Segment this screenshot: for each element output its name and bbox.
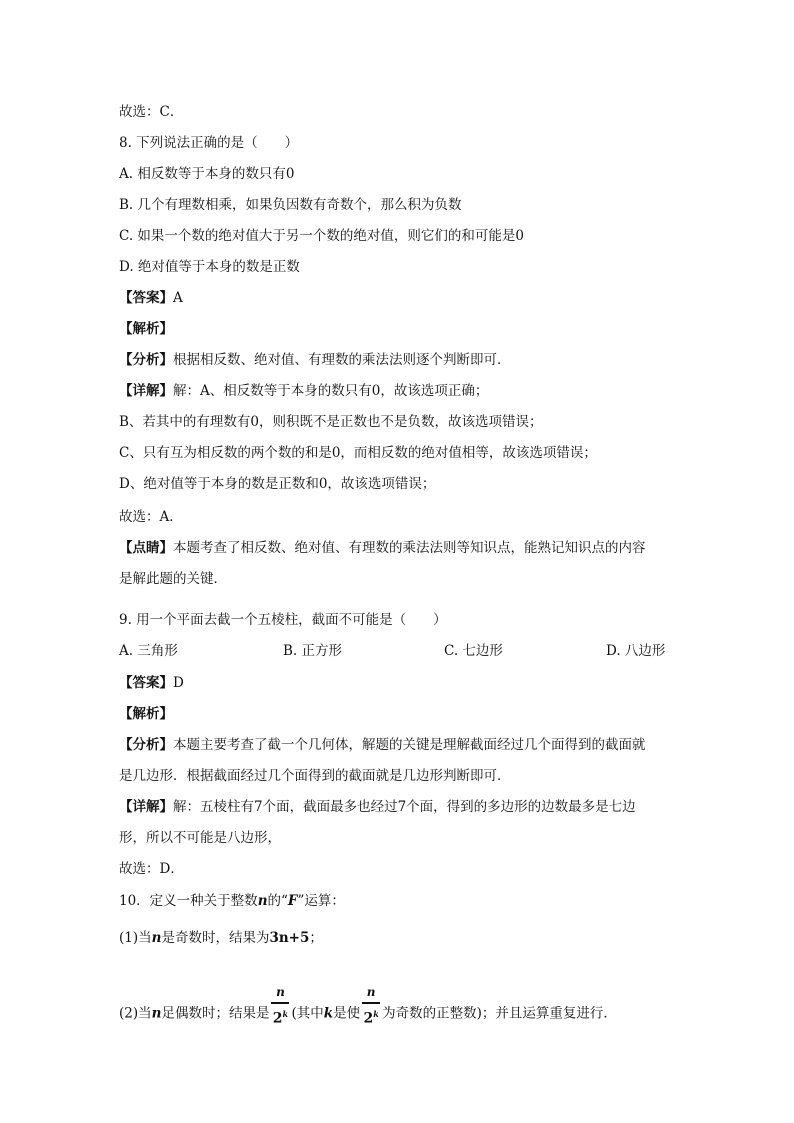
fraction — [271, 985, 289, 1027]
text-line: 是解此题的关键． — [119, 571, 227, 587]
exponent: k — [282, 1009, 289, 1019]
math-expression: 3n+5 — [269, 930, 310, 946]
rule-1 — [119, 928, 323, 948]
math-n: n — [151, 1005, 162, 1022]
option-c: C. 七边形 — [444, 643, 503, 659]
detail-text: 解：A、相反数等于本身的数只有0，故该选项正确； — [173, 383, 489, 399]
math-k: k — [323, 1005, 334, 1022]
fraction-numerator: n — [276, 985, 285, 999]
analysis-text: 根据相反数、绝对值、有理数的乘法法则逐个判断即可． — [173, 352, 511, 368]
text-line: 故选：D． — [119, 861, 184, 877]
answer-line — [119, 288, 183, 308]
text-line: 故选：A． — [119, 509, 183, 525]
answer-tag: 【答案】 — [119, 290, 173, 306]
analysis-line — [119, 350, 511, 370]
text-segment: 足偶数时；结果是 — [161, 1005, 270, 1022]
question-9: 9. 用一个平面去截一个五棱柱，截面不可能是（ ） — [119, 612, 447, 628]
fraction-denominator — [362, 1005, 380, 1028]
text-segment: 为奇数的正整数)；并且运算重复进行． — [382, 1005, 617, 1022]
question-10 — [119, 891, 345, 911]
detail-text: 解：五棱柱有7个面，截面最多也经过7个面，得到的多边形的边数最多是七边 — [173, 799, 636, 815]
option-d: D. 八边形 — [606, 643, 666, 659]
text-line: 故选：C． — [119, 104, 184, 120]
fraction — [362, 985, 380, 1027]
text-segment: (其中 — [291, 1005, 324, 1022]
fraction-bar — [271, 1002, 289, 1004]
option-d: D. 绝对值等于本身的数是正数 — [119, 259, 300, 275]
answer-value: D — [173, 675, 184, 691]
question-8: 8. 下列说法正确的是（ ） — [119, 135, 299, 151]
analysis-sub-tag: 【分析】 — [119, 737, 173, 753]
text-segment: ”运算： — [297, 893, 345, 909]
answer-value: A — [173, 290, 183, 306]
base: 2 — [272, 1010, 283, 1027]
text-line: D、绝对值等于本身的数是正数和0，故该选项错误； — [119, 476, 436, 492]
text-segment: (2)当 — [119, 1005, 152, 1022]
text-segment: 是奇数时，结果为 — [161, 930, 270, 946]
detail-tag: 【详解】 — [119, 799, 173, 815]
option-a: A. 三角形 — [119, 643, 178, 659]
comment-line — [119, 538, 646, 558]
base: 2 — [363, 1010, 374, 1027]
text-segment: 10．定义一种关于整数 — [119, 893, 258, 909]
text-line: 是几边形．根据截面经过几个面得到的截面就是几边形判断即可． — [119, 768, 511, 784]
math-f: F — [287, 893, 298, 909]
fraction-denominator — [271, 1005, 289, 1028]
text-segment: 的“ — [267, 893, 288, 909]
option-c: C. 如果一个数的绝对值大于另一个数的绝对值，则它们的和可能是0 — [119, 228, 525, 244]
analysis-tag: 【解析】 — [119, 706, 173, 722]
analysis-tag: 【解析】 — [119, 321, 173, 337]
text-segment: 是使 — [333, 1005, 361, 1022]
rule-2 — [119, 985, 617, 1035]
fraction-bar — [362, 1002, 380, 1004]
fraction-numerator: n — [366, 985, 376, 999]
detail-line — [119, 381, 488, 401]
text-line: 形，所以不可能是八边形， — [119, 830, 281, 846]
detail-tag: 【详解】 — [119, 383, 173, 399]
math-n: n — [257, 893, 268, 909]
text-line: C、只有互为相反数的两个数的和是0，而相反数的绝对值相等，故该选项错误； — [119, 445, 597, 461]
answer-tag: 【答案】 — [119, 675, 173, 691]
answer-line — [119, 673, 184, 693]
text-segment: ； — [309, 930, 323, 946]
option-b: B. 几个有理数相乘，如果负因数有奇数个，那么积为负数 — [119, 197, 462, 213]
option-b: B. 正方形 — [283, 643, 343, 659]
text-line: B、若其中的有理数有0，则积既不是正数也不是负数，故该选项错误； — [119, 414, 543, 430]
analysis-text: 本题主要考查了截一个几何体，解题的关键是理解截面经过几个面得到的截面就 — [173, 737, 646, 753]
math-n: n — [151, 930, 162, 946]
comment-text: 本题考查了相反数、绝对值、有理数的乘法法则等知识点，能熟记知识点的内容 — [173, 540, 646, 556]
text-segment: (1)当 — [119, 930, 152, 946]
analysis-sub-tag: 【分析】 — [119, 352, 173, 368]
comment-tag: 【点睛】 — [119, 540, 173, 556]
option-a: A. 相反数等于本身的数只有0 — [119, 166, 295, 182]
detail-line — [119, 797, 636, 817]
exponent: k — [373, 1009, 379, 1019]
analysis-line — [119, 735, 646, 755]
